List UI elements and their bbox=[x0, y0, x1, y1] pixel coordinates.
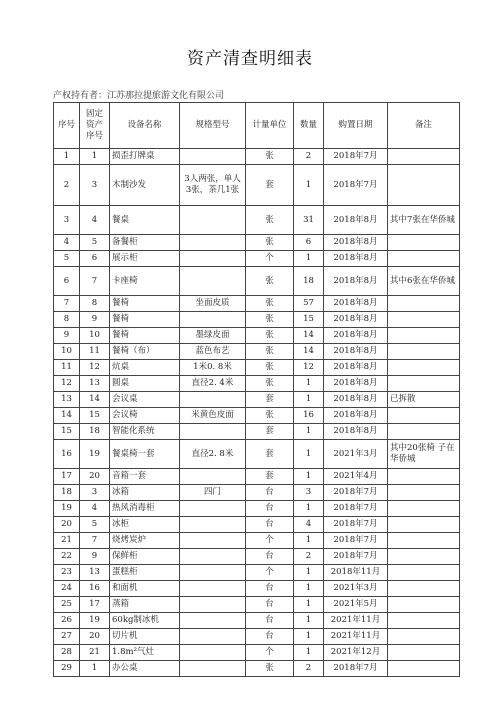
cell-unit: 张 bbox=[246, 235, 294, 251]
cell-qty: 1 bbox=[294, 645, 324, 661]
table-row bbox=[54, 440, 460, 469]
cell-unit: 张 bbox=[246, 376, 294, 392]
col-header-qty: 数量 bbox=[294, 103, 324, 149]
cell-asset: 1 bbox=[80, 661, 110, 677]
cell-name: 餐椅（布） bbox=[110, 344, 180, 360]
cell-asset: 10 bbox=[80, 328, 110, 344]
cell-unit: 套 bbox=[246, 424, 294, 440]
cell-no: 9 bbox=[54, 328, 80, 344]
col-header-date: 购置日期 bbox=[324, 103, 388, 149]
col-header-note: 备注 bbox=[388, 103, 460, 149]
cell-date: 2018年7月 bbox=[324, 533, 388, 549]
table-row bbox=[54, 565, 460, 581]
cell-unit: 台 bbox=[246, 581, 294, 597]
cell-name: 音箱一套 bbox=[110, 469, 180, 485]
table-row bbox=[54, 251, 460, 267]
cell-spec bbox=[180, 517, 246, 533]
cell-name: 备餐柜 bbox=[110, 235, 180, 251]
cell-unit: 张 bbox=[246, 360, 294, 376]
cell-qty: 4 bbox=[294, 517, 324, 533]
cell-note bbox=[388, 565, 460, 581]
cell-unit: 台 bbox=[246, 517, 294, 533]
cell-date: 2018年8月 bbox=[324, 376, 388, 392]
cell-no: 2 bbox=[54, 165, 80, 206]
cell-date: 2018年7月 bbox=[324, 549, 388, 565]
cell-asset: 18 bbox=[80, 424, 110, 440]
cell-spec bbox=[180, 549, 246, 565]
cell-spec bbox=[180, 645, 246, 661]
cell-date: 2021年12月 bbox=[324, 645, 388, 661]
cell-date: 2021年5月 bbox=[324, 597, 388, 613]
cell-spec bbox=[180, 533, 246, 549]
cell-note bbox=[388, 376, 460, 392]
cell-note bbox=[388, 501, 460, 517]
cell-qty: 1 bbox=[294, 251, 324, 267]
table-row bbox=[54, 267, 460, 296]
table-row bbox=[54, 360, 460, 376]
cell-unit: 张 bbox=[246, 312, 294, 328]
cell-date: 2018年8月 bbox=[324, 267, 388, 296]
cell-unit: 台 bbox=[246, 501, 294, 517]
header-row bbox=[54, 103, 460, 149]
cell-no: 13 bbox=[54, 392, 80, 408]
cell-name: 蒸箱 bbox=[110, 597, 180, 613]
cell-name: 蛋糕柜 bbox=[110, 565, 180, 581]
cell-name: 保鲜柜 bbox=[110, 549, 180, 565]
cell-unit: 套 bbox=[246, 165, 294, 206]
cell-unit: 个 bbox=[246, 645, 294, 661]
cell-date: 2018年8月 bbox=[324, 251, 388, 267]
cell-date: 2018年8月 bbox=[324, 392, 388, 408]
cell-spec: 米黄色皮面 bbox=[180, 408, 246, 424]
cell-asset: 8 bbox=[80, 296, 110, 312]
table-row bbox=[54, 328, 460, 344]
cell-unit: 个 bbox=[246, 251, 294, 267]
cell-no: 18 bbox=[54, 485, 80, 501]
cell-spec bbox=[180, 424, 246, 440]
cell-name: 炕桌 bbox=[110, 360, 180, 376]
table-row bbox=[54, 424, 460, 440]
cell-date: 2018年8月 bbox=[324, 424, 388, 440]
col-header-unit: 计量单位 bbox=[246, 103, 294, 149]
cell-no: 27 bbox=[54, 629, 80, 645]
cell-asset: 13 bbox=[80, 376, 110, 392]
cell-qty: 1 bbox=[294, 613, 324, 629]
cell-name: 和面机 bbox=[110, 581, 180, 597]
table-row bbox=[54, 312, 460, 328]
cell-note bbox=[388, 165, 460, 206]
cell-date: 2018年7月 bbox=[324, 661, 388, 677]
cell-name: 餐椅 bbox=[110, 296, 180, 312]
cell-note bbox=[388, 613, 460, 629]
cell-unit: 张 bbox=[246, 328, 294, 344]
cell-asset: 12 bbox=[80, 360, 110, 376]
cell-no: 28 bbox=[54, 645, 80, 661]
cell-no: 29 bbox=[54, 661, 80, 677]
cell-name: 智能化系统 bbox=[110, 424, 180, 440]
cell-qty: 12 bbox=[294, 360, 324, 376]
cell-qty: 1 bbox=[294, 597, 324, 613]
cell-note bbox=[388, 235, 460, 251]
cell-name: 1.8m²气灶 bbox=[110, 645, 180, 661]
cell-date: 2018年8月 bbox=[324, 235, 388, 251]
cell-name: 切片机 bbox=[110, 629, 180, 645]
cell-note bbox=[388, 517, 460, 533]
cell-no: 21 bbox=[54, 533, 80, 549]
cell-date: 2021年3月 bbox=[324, 581, 388, 597]
table-row bbox=[54, 392, 460, 408]
document-title: 资产清查明细表 bbox=[187, 49, 313, 69]
cell-spec bbox=[180, 267, 246, 296]
cell-qty: 1 bbox=[294, 533, 324, 549]
cell-note: 其中20张椅 子在华侨城 bbox=[388, 440, 460, 469]
cell-date: 2018年8月 bbox=[324, 312, 388, 328]
cell-qty: 57 bbox=[294, 296, 324, 312]
cell-spec: 3人两张，单人3张，茶几1张 bbox=[180, 165, 246, 206]
cell-name: 餐桌 bbox=[110, 206, 180, 235]
table-row bbox=[54, 517, 460, 533]
cell-date: 2018年8月 bbox=[324, 296, 388, 312]
cell-date: 2021年11月 bbox=[324, 629, 388, 645]
cell-qty: 2 bbox=[294, 149, 324, 165]
cell-spec: 四门 bbox=[180, 485, 246, 501]
col-header-spec: 规格型号 bbox=[180, 103, 246, 149]
cell-note: 已拆散 bbox=[388, 392, 460, 408]
cell-no: 5 bbox=[54, 251, 80, 267]
table-row bbox=[54, 485, 460, 501]
cell-note: 其中7张在华侨城 bbox=[388, 206, 460, 235]
cell-asset: 4 bbox=[80, 206, 110, 235]
cell-unit: 个 bbox=[246, 533, 294, 549]
cell-qty: 1 bbox=[294, 501, 324, 517]
cell-note bbox=[388, 485, 460, 501]
cell-no: 23 bbox=[54, 565, 80, 581]
cell-asset: 5 bbox=[80, 517, 110, 533]
cell-note: 其中6张在华侨城 bbox=[388, 267, 460, 296]
cell-date: 2018年8月 bbox=[324, 360, 388, 376]
cell-asset: 16 bbox=[80, 581, 110, 597]
cell-note bbox=[388, 424, 460, 440]
cell-unit: 套 bbox=[246, 392, 294, 408]
cell-date: 2021年11月 bbox=[324, 613, 388, 629]
cell-qty: 1 bbox=[294, 469, 324, 485]
table-row bbox=[54, 376, 460, 392]
cell-spec bbox=[180, 613, 246, 629]
cell-unit: 台 bbox=[246, 597, 294, 613]
col-header-asset-no: 固定 资产 序号 bbox=[80, 103, 110, 149]
cell-spec bbox=[180, 597, 246, 613]
cell-no: 1 bbox=[54, 149, 80, 165]
cell-unit: 张 bbox=[246, 296, 294, 312]
table-row bbox=[54, 235, 460, 251]
cell-spec bbox=[180, 629, 246, 645]
cell-asset: 14 bbox=[80, 392, 110, 408]
cell-no: 4 bbox=[54, 235, 80, 251]
cell-name: 餐椅 bbox=[110, 328, 180, 344]
cell-note bbox=[388, 661, 460, 677]
table-row bbox=[54, 149, 460, 165]
table-row bbox=[54, 501, 460, 517]
cell-spec bbox=[180, 581, 246, 597]
cell-spec bbox=[180, 501, 246, 517]
cell-note bbox=[388, 597, 460, 613]
cell-no: 26 bbox=[54, 613, 80, 629]
table-row bbox=[54, 613, 460, 629]
cell-no: 17 bbox=[54, 469, 80, 485]
cell-name: 展示柜 bbox=[110, 251, 180, 267]
cell-note bbox=[388, 328, 460, 344]
table-row bbox=[54, 165, 460, 206]
cell-date: 2018年7月 bbox=[324, 485, 388, 501]
cell-no: 14 bbox=[54, 408, 80, 424]
cell-qty: 14 bbox=[294, 328, 324, 344]
cell-qty: 1 bbox=[294, 440, 324, 469]
cell-note bbox=[388, 149, 460, 165]
cell-note bbox=[388, 533, 460, 549]
table-row bbox=[54, 597, 460, 613]
cell-name: 餐椅 bbox=[110, 312, 180, 328]
cell-unit: 台 bbox=[246, 613, 294, 629]
cell-date: 2021年3月 bbox=[324, 440, 388, 469]
cell-unit: 个 bbox=[246, 565, 294, 581]
cell-no: 16 bbox=[54, 440, 80, 469]
cell-asset: 20 bbox=[80, 629, 110, 645]
cell-no: 11 bbox=[54, 360, 80, 376]
cell-spec bbox=[180, 206, 246, 235]
table-row bbox=[54, 344, 460, 360]
cell-spec bbox=[180, 149, 246, 165]
cell-name: 损歪打牌桌 bbox=[110, 149, 180, 165]
cell-unit: 张 bbox=[246, 408, 294, 424]
table-row bbox=[54, 469, 460, 485]
cell-qty: 1 bbox=[294, 165, 324, 206]
cell-unit: 台 bbox=[246, 629, 294, 645]
cell-name: 热风消毒柜 bbox=[110, 501, 180, 517]
cell-asset: 20 bbox=[80, 469, 110, 485]
cell-date: 2021年4月 bbox=[324, 469, 388, 485]
cell-qty: 6 bbox=[294, 235, 324, 251]
cell-spec bbox=[180, 469, 246, 485]
cell-name: 会议椅 bbox=[110, 408, 180, 424]
cell-name: 卡座椅 bbox=[110, 267, 180, 296]
col-header-no: 序号 bbox=[54, 103, 80, 149]
table-row bbox=[54, 296, 460, 312]
cell-asset: 21 bbox=[80, 645, 110, 661]
cell-note bbox=[388, 312, 460, 328]
table-row bbox=[54, 408, 460, 424]
cell-qty: 1 bbox=[294, 392, 324, 408]
cell-date: 2018年7月 bbox=[324, 517, 388, 533]
cell-qty: 31 bbox=[294, 206, 324, 235]
cell-date: 2018年7月 bbox=[324, 149, 388, 165]
cell-date: 2018年8月 bbox=[324, 344, 388, 360]
cell-date: 2018年8月 bbox=[324, 206, 388, 235]
table-row bbox=[54, 661, 460, 677]
cell-no: 22 bbox=[54, 549, 80, 565]
cell-qty: 2 bbox=[294, 549, 324, 565]
cell-qty: 16 bbox=[294, 408, 324, 424]
cell-qty: 14 bbox=[294, 344, 324, 360]
cell-note bbox=[388, 344, 460, 360]
cell-no: 10 bbox=[54, 344, 80, 360]
cell-qty: 1 bbox=[294, 629, 324, 645]
table-row bbox=[54, 206, 460, 235]
cell-spec: 坐面皮质 bbox=[180, 296, 246, 312]
cell-note bbox=[388, 549, 460, 565]
cell-name: 办公桌 bbox=[110, 661, 180, 677]
cell-asset: 11 bbox=[80, 344, 110, 360]
cell-note bbox=[388, 645, 460, 661]
cell-asset: 7 bbox=[80, 533, 110, 549]
cell-unit: 台 bbox=[246, 485, 294, 501]
cell-no: 7 bbox=[54, 296, 80, 312]
cell-spec bbox=[180, 661, 246, 677]
col-header-name: 设备名称 bbox=[110, 103, 180, 149]
cell-note bbox=[388, 296, 460, 312]
cell-qty: 3 bbox=[294, 485, 324, 501]
cell-qty: 2 bbox=[294, 661, 324, 677]
cell-asset: 3 bbox=[80, 165, 110, 206]
cell-spec: 1米0. 8米 bbox=[180, 360, 246, 376]
table-row bbox=[54, 549, 460, 565]
cell-name: 60kg制冰机 bbox=[110, 613, 180, 629]
cell-qty: 1 bbox=[294, 581, 324, 597]
cell-no: 24 bbox=[54, 581, 80, 597]
cell-no: 19 bbox=[54, 501, 80, 517]
cell-qty: 15 bbox=[294, 312, 324, 328]
cell-spec: 墨绿皮面 bbox=[180, 328, 246, 344]
table-row bbox=[54, 533, 460, 549]
cell-asset: 7 bbox=[80, 267, 110, 296]
cell-no: 12 bbox=[54, 376, 80, 392]
cell-spec bbox=[180, 392, 246, 408]
cell-asset: 9 bbox=[80, 312, 110, 328]
cell-spec: 直径2. 8米 bbox=[180, 440, 246, 469]
table-row bbox=[54, 645, 460, 661]
cell-asset: 3 bbox=[80, 485, 110, 501]
cell-unit: 张 bbox=[246, 661, 294, 677]
cell-note bbox=[388, 251, 460, 267]
cell-asset: 13 bbox=[80, 565, 110, 581]
cell-asset: 15 bbox=[80, 408, 110, 424]
table-row bbox=[54, 629, 460, 645]
cell-qty: 1 bbox=[294, 565, 324, 581]
cell-note bbox=[388, 408, 460, 424]
cell-note bbox=[388, 469, 460, 485]
owner-label: 产权持有者：江苏那拉提旅游文化有限公司 bbox=[53, 91, 225, 101]
cell-no: 25 bbox=[54, 597, 80, 613]
cell-unit: 张 bbox=[246, 344, 294, 360]
cell-date: 2018年7月 bbox=[324, 501, 388, 517]
cell-qty: 1 bbox=[294, 424, 324, 440]
cell-date: 2018年11月 bbox=[324, 565, 388, 581]
cell-no: 8 bbox=[54, 312, 80, 328]
table-row bbox=[54, 581, 460, 597]
cell-asset: 6 bbox=[80, 251, 110, 267]
cell-name: 餐桌椅一套 bbox=[110, 440, 180, 469]
cell-name: 烧烤炭炉 bbox=[110, 533, 180, 549]
cell-name: 会议桌 bbox=[110, 392, 180, 408]
cell-no: 6 bbox=[54, 267, 80, 296]
cell-no: 3 bbox=[54, 206, 80, 235]
cell-unit: 套 bbox=[246, 440, 294, 469]
cell-spec: 直径2. 4米 bbox=[180, 376, 246, 392]
cell-asset: 17 bbox=[80, 597, 110, 613]
cell-date: 2018年7月 bbox=[324, 165, 388, 206]
cell-unit: 台 bbox=[246, 549, 294, 565]
cell-unit: 张 bbox=[246, 149, 294, 165]
cell-no: 15 bbox=[54, 424, 80, 440]
cell-name: 圆桌 bbox=[110, 376, 180, 392]
cell-unit: 张 bbox=[246, 206, 294, 235]
cell-asset: 4 bbox=[80, 501, 110, 517]
cell-date: 2018年8月 bbox=[324, 328, 388, 344]
cell-unit: 张 bbox=[246, 267, 294, 296]
asset-table bbox=[53, 102, 460, 677]
cell-name: 冰柜 bbox=[110, 517, 180, 533]
cell-unit: 套 bbox=[246, 469, 294, 485]
cell-qty: 18 bbox=[294, 267, 324, 296]
cell-note bbox=[388, 629, 460, 645]
cell-note bbox=[388, 581, 460, 597]
cell-asset: 5 bbox=[80, 235, 110, 251]
cell-spec: 蓝色布艺 bbox=[180, 344, 246, 360]
cell-asset: 1 bbox=[80, 149, 110, 165]
cell-qty: 1 bbox=[294, 376, 324, 392]
cell-name: 木制沙发 bbox=[110, 165, 180, 206]
cell-spec bbox=[180, 251, 246, 267]
cell-name: 冰箱 bbox=[110, 485, 180, 501]
cell-asset: 9 bbox=[80, 549, 110, 565]
cell-spec bbox=[180, 235, 246, 251]
cell-spec bbox=[180, 312, 246, 328]
cell-asset: 19 bbox=[80, 613, 110, 629]
cell-no: 20 bbox=[54, 517, 80, 533]
cell-asset: 19 bbox=[80, 440, 110, 469]
cell-note bbox=[388, 360, 460, 376]
cell-date: 2018年8月 bbox=[324, 408, 388, 424]
cell-spec bbox=[180, 565, 246, 581]
